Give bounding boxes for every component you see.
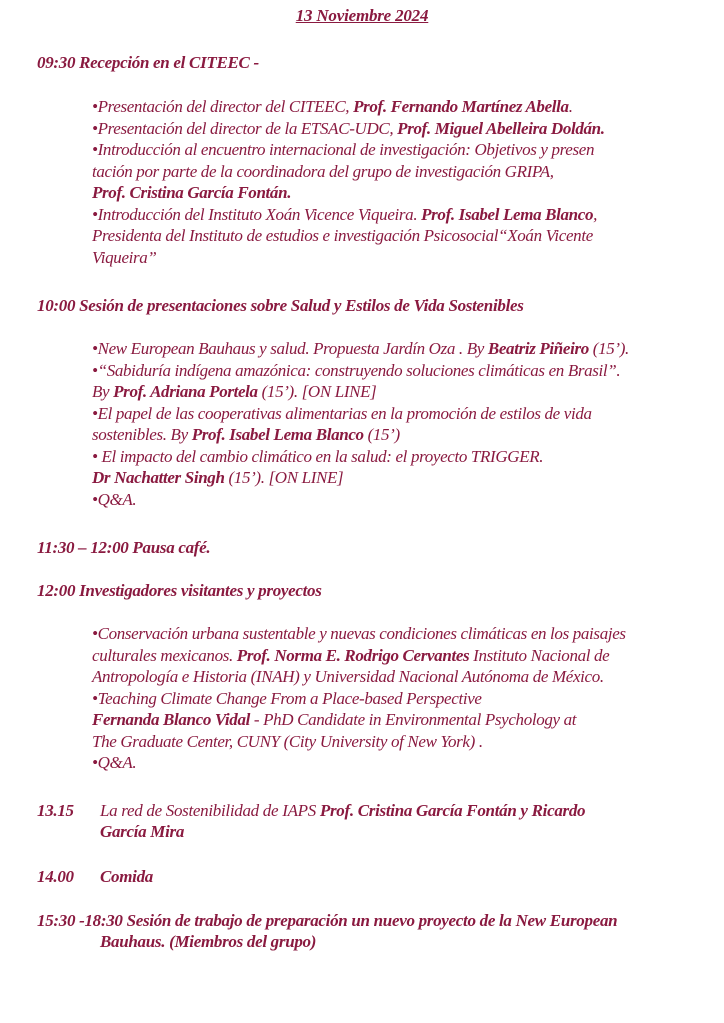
- speaker-name: Prof. Cristina García Fontán y Ricardo: [319, 801, 586, 820]
- section-heading-recepcion: 09:30 Recepción en el CITEEC -: [37, 53, 259, 72]
- speaker-name: Fernanda Blanco Vidal: [92, 710, 250, 729]
- list-item: [92, 118, 717, 140]
- list-item: [92, 96, 717, 118]
- section-red-sostenibilidad: [37, 800, 585, 842]
- item-text: .: [568, 97, 573, 116]
- item-text: •New European Bauhaus y salud. Propuesta Jardín Oza . By: [92, 339, 488, 358]
- item-text: - PhD Candidate in Environmental Psychology at: [249, 710, 577, 729]
- item-text: sostenibles. By: [92, 425, 192, 444]
- item-text: (15’): [363, 425, 400, 444]
- list-item-continuation: [92, 645, 717, 667]
- list-item-continuation: Antropología e Historia (INAH) y Universidad Nacional Autónoma de México.: [92, 667, 604, 686]
- list-item-continuation: Viqueira”: [92, 247, 157, 267]
- section-trabajo: [37, 910, 617, 952]
- speaker-name: Prof. Isabel Lema Blanco: [421, 204, 594, 224]
- section-heading-investigadores: 12:00 Investigadores visitantes y proyectos: [37, 581, 322, 600]
- item-text: (15’).: [588, 339, 629, 358]
- speaker-name: Prof. Fernando Martínez Abella: [353, 97, 569, 116]
- speaker-name: [92, 182, 717, 204]
- item-text: By: [92, 382, 114, 401]
- section-items-salud: [92, 338, 717, 510]
- item-text: •Presentación del director de la ETSAC-UDC,: [92, 118, 398, 138]
- item-text: Instituto Nacional de: [469, 645, 610, 665]
- list-item: •Teaching Climate Change From a Place-based Perspective: [92, 688, 482, 708]
- list-item: •Introducción al encuentro internacional de investigación: Objetivos y presen: [92, 140, 595, 159]
- item-text: culturales mexicanos.: [92, 645, 237, 665]
- item-text: (15’). [ON LINE]: [257, 382, 377, 401]
- section-items-recepcion: [92, 96, 717, 268]
- list-item: [92, 338, 717, 360]
- session-heading: 15:30 -18:30 Sesión de trabajo de preparación un nuevo proyecto de la New European: [37, 911, 618, 930]
- list-item: •Q&A.: [92, 753, 137, 772]
- speaker-name: Prof. Adriana Portela: [113, 382, 258, 401]
- list-item: •Conservación urbana sustentable y nuevas condiciones climáticas en los paisajes: [92, 624, 626, 643]
- speaker-name: Prof. Cristina García Fontán.: [92, 183, 292, 202]
- list-item: •El papel de las cooperativas alimentarias en la promoción de estilos de vida: [92, 403, 592, 423]
- section-items-investigadores: [92, 623, 717, 774]
- speaker-name: Beatriz Piñeiro: [487, 339, 589, 358]
- speaker-name-continuation: García Mira: [100, 822, 185, 841]
- item-text: (15’). [ON LINE]: [224, 468, 344, 487]
- speaker-name: Dr Nachatter Singh: [92, 468, 225, 487]
- list-item-continuation: Presidenta del Instituto de estudios e investigación Psicosocial“Xoán Vicente: [92, 226, 593, 245]
- speaker-name: Prof. Isabel Lema Blanco: [191, 425, 364, 444]
- list-item-continuation: [92, 467, 717, 489]
- session-time: 13.15: [37, 801, 74, 820]
- list-item: •Q&A.: [92, 489, 137, 509]
- section-comida: [37, 866, 153, 887]
- item-text: •Presentación del director del CITEEC,: [92, 97, 354, 116]
- session-time: 14.00: [37, 867, 74, 886]
- session-title: La red de Sostenibilidad de IAPS: [100, 801, 320, 820]
- list-item: •“Sabiduría indígena amazónica: construyendo soluciones climáticas en Brasil”.: [92, 360, 621, 380]
- section-heading-pausa: 11:30 – 12:00 Pausa café.: [37, 538, 211, 557]
- list-item: [92, 204, 717, 226]
- session-heading-continuation: Bauhaus. (Miembros del grupo): [100, 932, 317, 951]
- section-heading-salud: 10:00 Sesión de presentaciones sobre Salud y Estilos de Vida Sostenibles: [37, 296, 524, 315]
- list-item-continuation: [92, 381, 717, 403]
- item-text: •Introducción del Instituto Xoán Vicence Viqueira.: [92, 204, 422, 224]
- list-item: • El impacto del cambio climático en la salud: el proyecto TRIGGER.: [92, 446, 544, 466]
- list-item-continuation: tación por parte de la coordinadora del grupo de investigación GRIPA,: [92, 161, 554, 181]
- speaker-name: Prof. Miguel Abelleira Doldán.: [397, 118, 605, 138]
- agenda-date: 13 Noviembre 2024: [295, 6, 429, 25]
- session-title: Comida: [100, 867, 153, 886]
- speaker-name: Prof. Norma E. Rodrigo Cervantes: [236, 645, 470, 665]
- list-item-continuation: [92, 424, 717, 446]
- item-text: ,: [593, 204, 598, 224]
- list-item-continuation: [92, 709, 717, 731]
- list-item-continuation: The Graduate Center, CUNY (City University of New York) .: [92, 731, 483, 751]
